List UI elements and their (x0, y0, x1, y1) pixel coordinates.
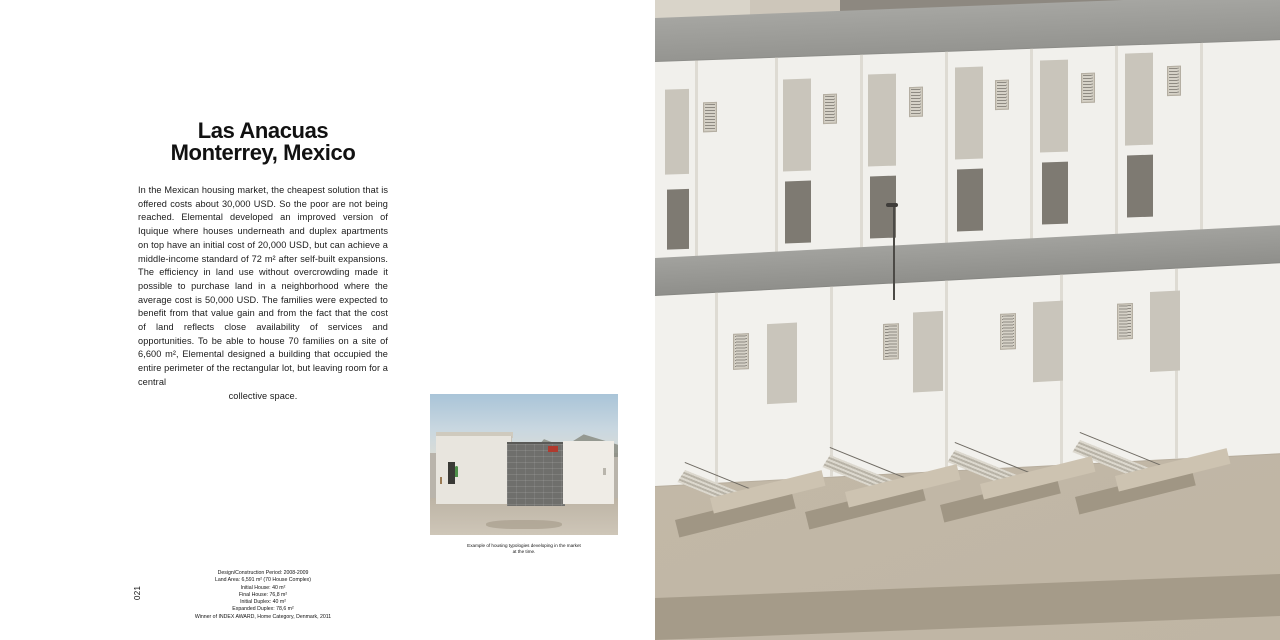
fact-line: Design/Construction Period: 2008-2009 (217, 570, 309, 576)
photo-pilaster (945, 52, 948, 267)
photo-pilaster (695, 60, 698, 275)
photo-caption-line-1: Example of housing typologies developing in the market (467, 543, 581, 548)
photo-caption (430, 543, 618, 555)
photo-pilaster (775, 58, 778, 273)
photo-street-lamp-head (886, 203, 898, 207)
title-line-1: Las Anacuas (197, 118, 329, 143)
body-paragraph (138, 184, 388, 403)
page-title (138, 120, 388, 164)
fact-line: Land Area: 6,591 m² (70 House Complex) (214, 577, 312, 584)
photo-house-left (436, 436, 512, 504)
photo-recessed-opening (767, 323, 797, 405)
photo-red-sign (548, 446, 557, 452)
fact-line: Initial Duplex: 40 m² (240, 599, 286, 606)
photo-window (603, 468, 607, 475)
fact-line: Winner of INDEX AWARD, Home Category, Denmark, 2011 (194, 613, 332, 620)
photo-recessed-opening (955, 67, 983, 160)
photo-pilaster (945, 281, 948, 471)
fact-line: Expanded Duplex: 78,6 m² (232, 606, 294, 613)
photo-doorway (448, 462, 455, 484)
photo-building-row-2 (655, 263, 1280, 486)
small-photo-figure (430, 394, 618, 535)
large-photo-image (655, 0, 1280, 640)
small-photo-image (430, 394, 618, 535)
photo-vent-grille (995, 80, 1009, 110)
photo-vent-grille (1117, 303, 1133, 340)
photo-pilaster (715, 293, 718, 483)
photo-pilaster (1115, 46, 1118, 261)
project-facts (138, 570, 388, 621)
title-line-2: Monterrey, Mexico (170, 140, 356, 165)
photo-doorway-void (1127, 155, 1153, 218)
photo-recessed-opening (1150, 290, 1180, 372)
photo-pilaster (1200, 43, 1203, 258)
photo-recessed-opening (1033, 301, 1063, 383)
photo-person-secondary (440, 477, 442, 484)
fact-line: Initial House: 40 m² (240, 584, 286, 591)
photo-recessed-opening (1040, 60, 1068, 153)
photo-doorway-void (957, 169, 983, 232)
photo-doorway-void (785, 181, 811, 244)
page-number: 021 (133, 585, 142, 600)
photo-vent-grille (823, 94, 837, 124)
photo-doorway-void (1042, 162, 1068, 225)
photo-caption-line-2: at the time. (512, 549, 536, 555)
body-paragraph-text: In the Mexican housing market, the cheapest solution that is offered costs about 30,000 USD. So the poor are not being reached. Elemental developed an improved version of Iquique where houses underneath and duplex apartments on top have an initial cost of 20,000 USD, but can achieve a middle-income standard of 72 m² after self-built expansions. The efficiency in land use without overcrowding made it possible to purchase land in a neighborhood where the average cost is 50,000 USD. The families were expected to benefit from that value gain and from the fact that the cost of land reflects close availability of services and opportunities. To be able to house 70 families on a site of 6,600 m², Elemental designed a building that occupied the entire perimeter of the rectangular lot, but leaving room for a central (138, 185, 388, 387)
photo-recessed-opening (913, 311, 943, 393)
photo-doorway-void (667, 189, 689, 250)
photo-house-right (563, 441, 614, 504)
photo-vent-grille (703, 102, 717, 132)
photo-recessed-opening (665, 89, 689, 175)
photo-vent-grille (1167, 66, 1181, 96)
photo-debris (486, 520, 561, 530)
photo-vent-grille (883, 323, 899, 360)
photo-vent-grille (1000, 313, 1016, 350)
photo-street-lamp-post (893, 205, 895, 300)
photo-person (455, 466, 458, 477)
fact-line: Final House: 76,8 m² (238, 591, 288, 598)
photo-recessed-opening (1125, 53, 1153, 146)
photo-pilaster (860, 55, 863, 270)
photo-vent-grille (909, 87, 923, 117)
body-paragraph-last-line: collective space. (228, 390, 298, 401)
photo-pilaster (1030, 49, 1033, 264)
photo-vent-grille (1081, 73, 1095, 103)
photo-recessed-opening (868, 74, 896, 167)
photo-recessed-opening (783, 79, 811, 172)
photo-vent-grille (733, 333, 749, 370)
